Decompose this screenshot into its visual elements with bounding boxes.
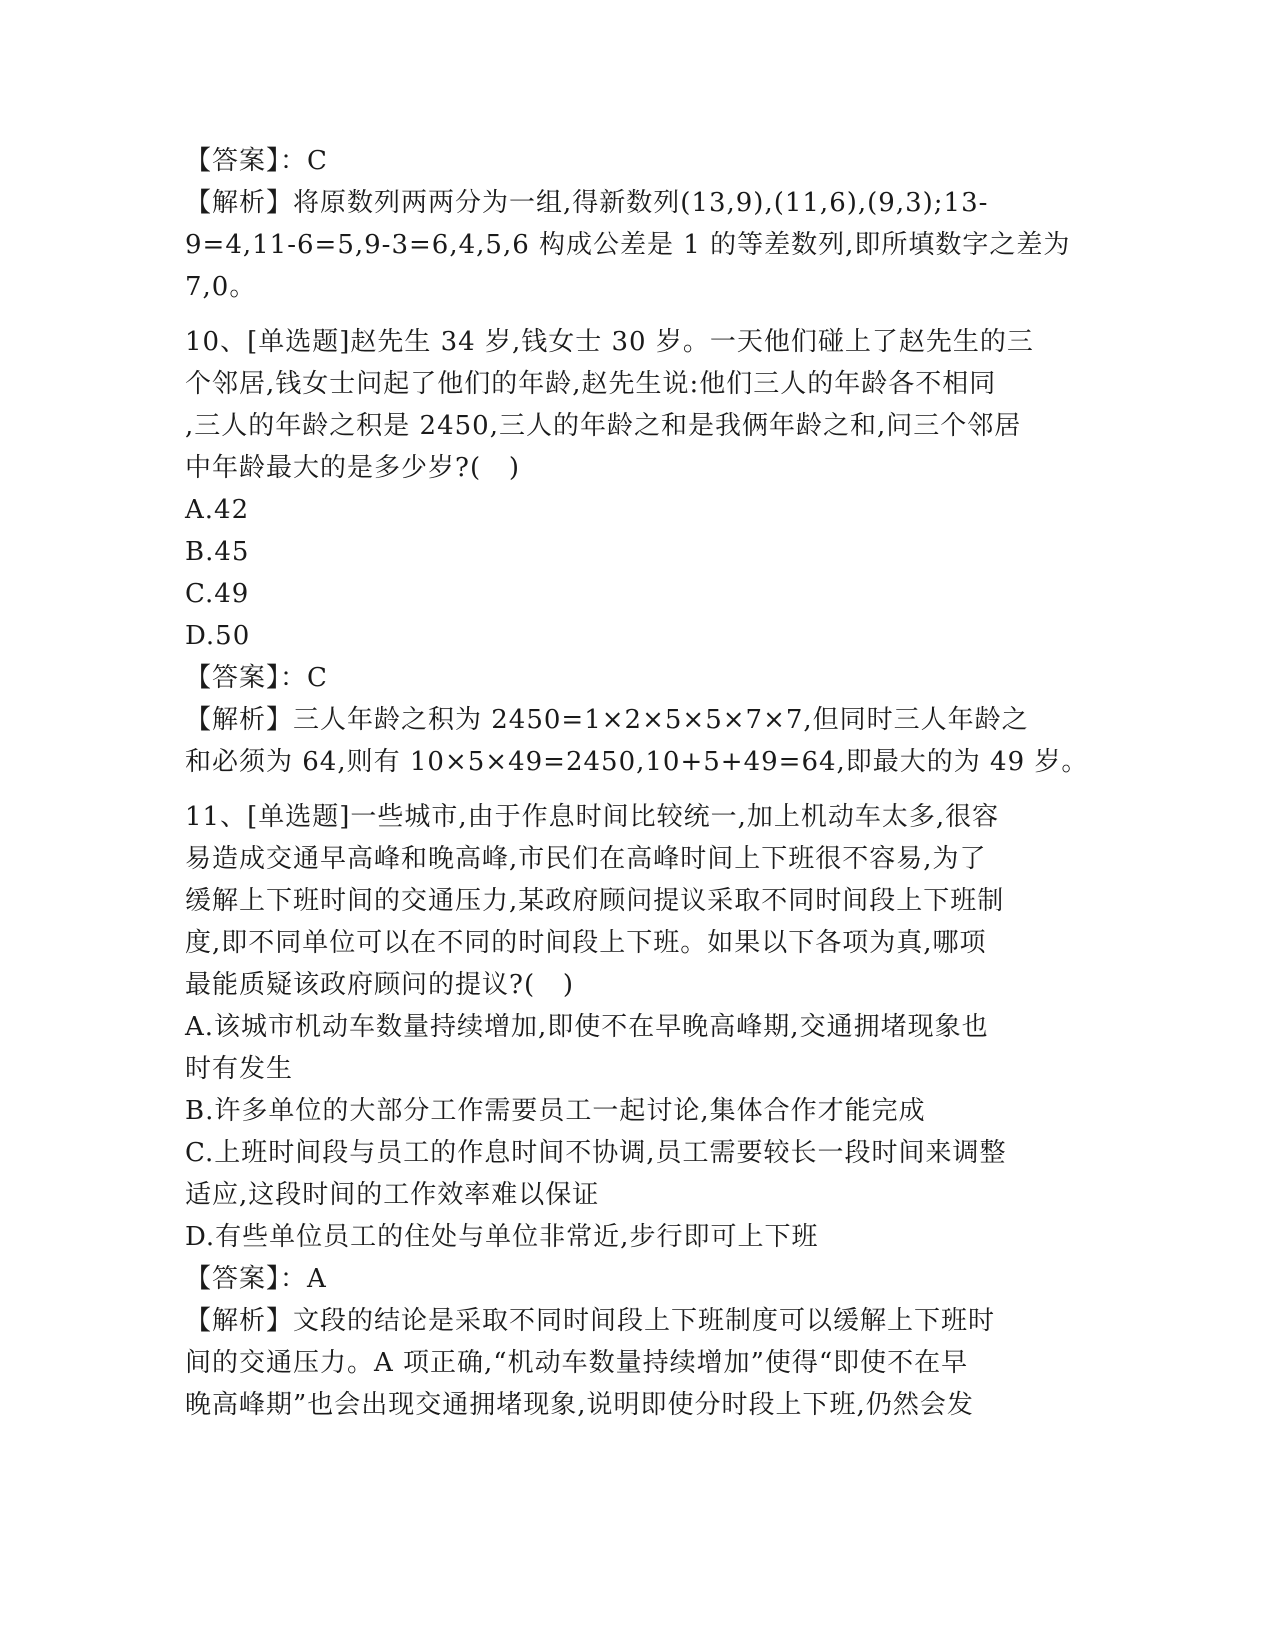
question-line: 易造成交通早高峰和晚高峰,市民们在高峰时间上下班很不容易,为了 (185, 844, 987, 874)
option-d: D.50 (185, 621, 251, 651)
option-line: A.该城市机动车数量持续增加,即使不在早晚高峰期,交通拥堵现象也 (185, 1012, 989, 1042)
question-line: 11、[单选题]一些城市,由于作息时间比较统一,加上机动车太多,很容 (185, 802, 1000, 832)
question-line: 最能质疑该政府顾问的提议?( ) (185, 970, 575, 1000)
question-line: ,三人的年龄之积是 2450,三人的年龄之和是我俩年龄之和,问三个邻居 (185, 411, 1022, 441)
question-line: 中年龄最大的是多少岁?( ) (185, 453, 521, 483)
option-line: B.许多单位的大部分工作需要员工一起讨论,集体合作才能完成 (185, 1096, 926, 1126)
option-line: D.有些单位员工的住处与单位非常近,步行即可上下班 (185, 1222, 819, 1252)
analysis-line: 【解析】文段的结论是采取不同时间段上下班制度可以缓解上下班时 (185, 1306, 996, 1336)
question-line: 缓解上下班时间的交通压力,某政府顾问提议采取不同时间段上下班制 (185, 886, 1005, 916)
answer-line: 【答案】：C (185, 663, 328, 693)
analysis-line: 间的交通压力。A 项正确,“机动车数量持续增加”使得“即使不在早 (185, 1348, 969, 1378)
option-line: 适应,这段时间的工作效率难以保证 (185, 1180, 600, 1210)
section-gap (185, 308, 1085, 321)
question-line: 个邻居,钱女士问起了他们的年龄,赵先生说:他们三人的年龄各不相同 (185, 369, 997, 399)
option-a: A.42 (185, 495, 250, 525)
analysis-line: 9=4,11-6=5,9-3=6,4,5,6 构成公差是 1 的等差数列,即所填数字之差为 (185, 230, 1071, 260)
option-c: C.49 (185, 579, 250, 609)
analysis-line: 晚高峰期”也会出现交通拥堵现象,说明即使分时段上下班,仍然会发 (185, 1390, 974, 1420)
analysis-line: 和必须为 64,则有 10×5×49=2450,10+5+49=64,即最大的为 49 岁。 (185, 747, 1089, 777)
document-page (185, 140, 1089, 1426)
option-b: B.45 (185, 537, 250, 567)
analysis-line: 7,0。 (185, 272, 257, 302)
answer-line: 【答案】：C (185, 146, 328, 176)
analysis-line: 【解析】三人年龄之积为 2450=1×2×5×5×7×7,但同时三人年龄之 (185, 705, 1029, 735)
answer-line: 【答案】：A (185, 1264, 327, 1294)
question-line: 10、[单选题]赵先生 34 岁,钱女士 30 岁。一天他们碰上了赵先生的三 (185, 327, 1034, 357)
analysis-line: 【解析】将原数列两两分为一组,得新数列(13,9),(11,6),(9,3);13- (185, 188, 989, 218)
section-gap (185, 783, 1085, 796)
question-line: 度,即不同单位可以在不同的时间段上下班。如果以下各项为真,哪项 (185, 928, 987, 958)
option-line: C.上班时间段与员工的作息时间不协调,员工需要较长一段时间来调整 (185, 1138, 1007, 1168)
option-line: 时有发生 (185, 1054, 294, 1084)
